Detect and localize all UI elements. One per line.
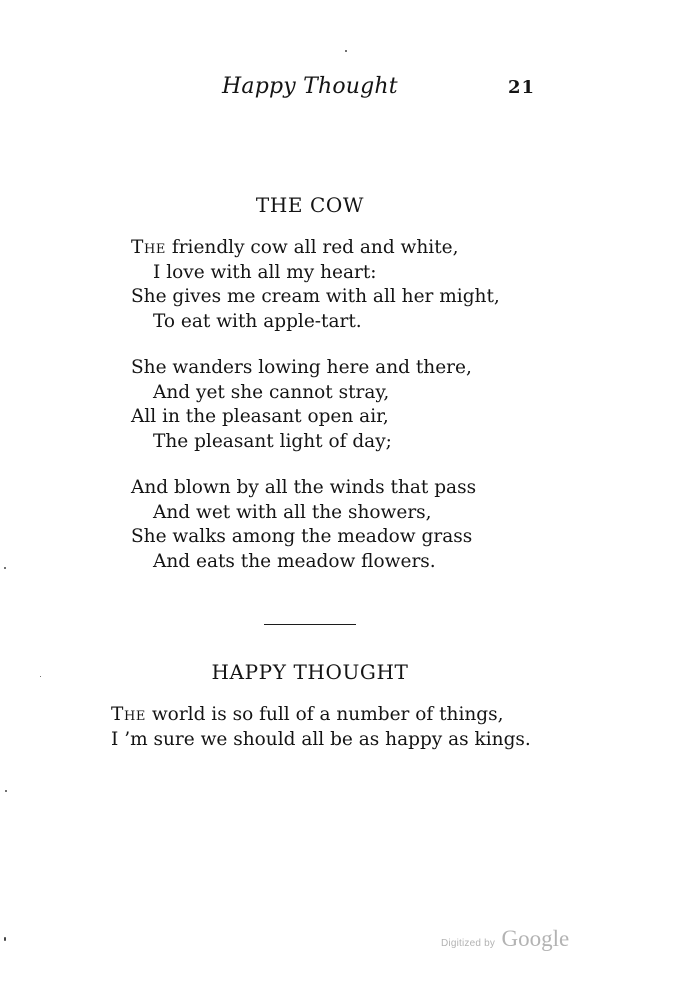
- watermark-brand: Google: [501, 926, 570, 951]
- digitization-watermark: [441, 926, 569, 952]
- scan-speck: [4, 937, 6, 941]
- drop-word: The: [111, 704, 146, 725]
- happy-thought-stanza: [111, 703, 531, 752]
- cow-stanza-2: [131, 356, 472, 454]
- poem-line: [111, 703, 531, 728]
- line-text: friendly cow all red and white,: [165, 237, 459, 258]
- poem-line: She wanders lowing here and there,: [131, 357, 472, 378]
- poem-line: And yet she cannot stray,: [153, 381, 390, 403]
- poem-line: And wet with all the showers,: [153, 501, 432, 523]
- poem-line: She gives me cream with all her might,: [131, 286, 500, 307]
- poem-line: She walks among the meadow grass: [131, 526, 473, 547]
- scan-speck: [4, 567, 6, 569]
- line-text: world is so full of a number of things,: [145, 704, 504, 725]
- cow-stanza-1: [131, 236, 500, 334]
- poem-line: The pleasant light of day;: [153, 430, 392, 452]
- poem-title-cow: THE COW: [255, 193, 365, 217]
- poem-line: I ’m sure we should all be as happy as kings.: [111, 728, 531, 750]
- drop-word: The: [131, 237, 166, 258]
- poem-title-happy-thought: HAPPY THOUGHT: [211, 660, 409, 684]
- scan-speck: [345, 50, 347, 52]
- poem-line: And eats the meadow flowers.: [153, 550, 436, 572]
- poem-line: All in the pleasant open air,: [131, 406, 389, 427]
- poem-line: [131, 236, 500, 261]
- running-head: Happy Thought: [222, 74, 398, 99]
- cow-stanza-3: [131, 476, 476, 574]
- poem-line: To eat with apple-tart.: [153, 310, 362, 332]
- page-number: 21: [508, 77, 536, 98]
- poem-line: And blown by all the winds that pass: [131, 477, 477, 498]
- watermark-prefix: Digitized by: [441, 938, 496, 949]
- poem-line: I love with all my heart:: [153, 261, 377, 283]
- section-divider: [264, 624, 356, 625]
- scan-speck: [5, 790, 7, 792]
